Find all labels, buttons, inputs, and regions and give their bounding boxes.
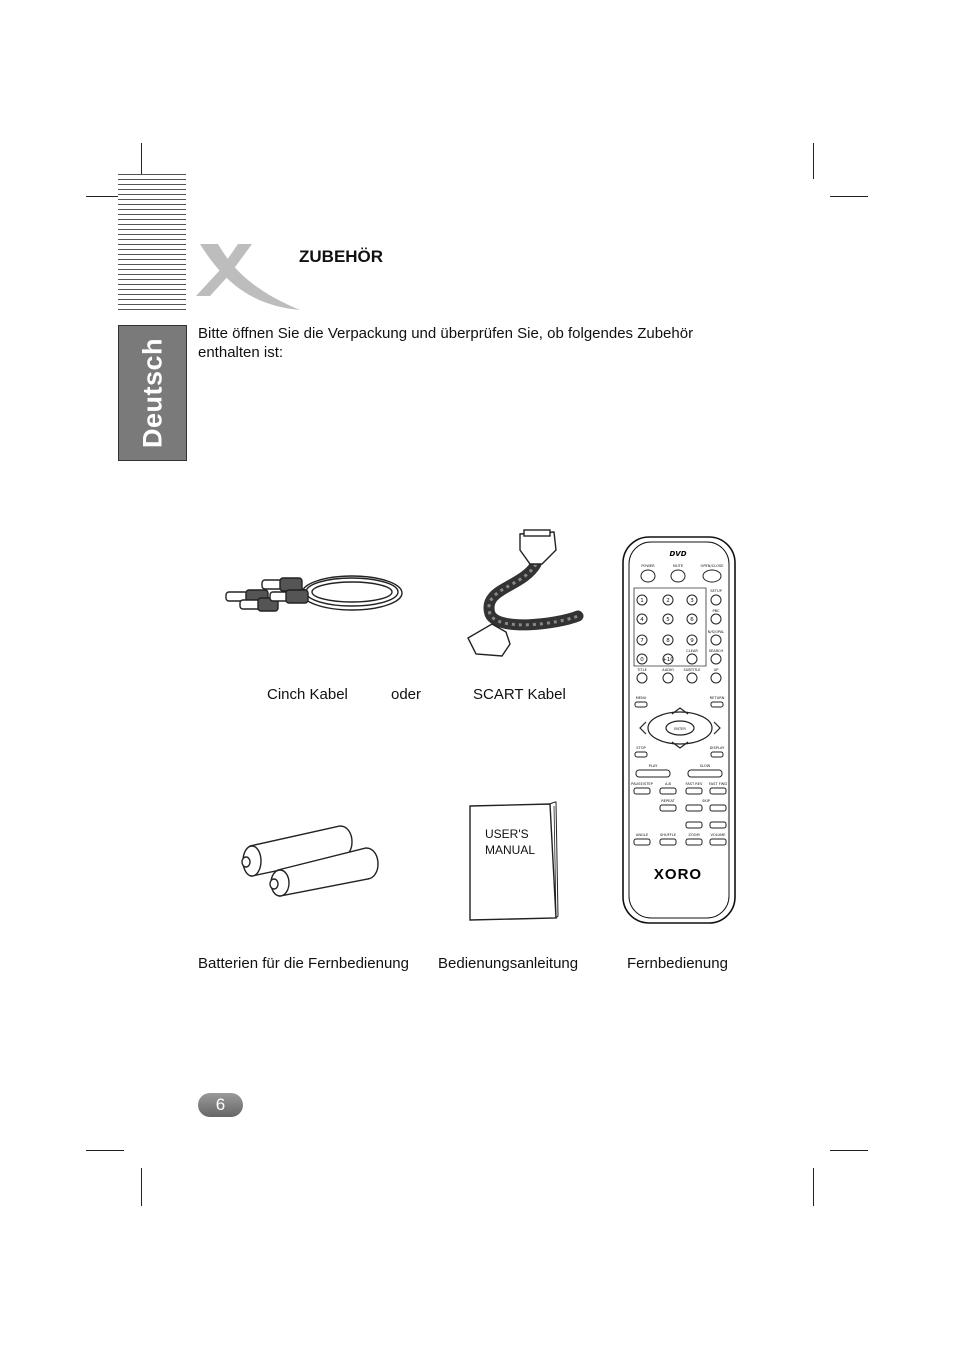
svg-text:+10: +10 — [662, 657, 674, 663]
crop-mark — [86, 1150, 124, 1151]
crop-mark — [141, 1168, 142, 1206]
svg-text:1: 1 — [640, 598, 644, 604]
svg-text:SETUP: SETUP — [710, 589, 722, 593]
svg-text:REPEAT: REPEAT — [661, 799, 675, 803]
svg-text:MENU: MENU — [635, 696, 647, 700]
svg-text:SHUFFLE: SHUFFLE — [659, 833, 677, 837]
svg-text:MUTE: MUTE — [672, 564, 684, 568]
svg-text:A-B: A-B — [664, 782, 672, 786]
page-number: 6 — [198, 1093, 243, 1117]
svg-text:4: 4 — [640, 617, 644, 623]
svg-text:VOLUME: VOLUME — [710, 833, 726, 837]
svg-text:PBC: PBC — [712, 609, 720, 613]
svg-text:2: 2 — [666, 598, 670, 604]
svg-text:PAUSE/STEP: PAUSE/STEP — [631, 782, 653, 786]
manual-caption: Bedienungsanleitung — [438, 955, 579, 972]
batteries-image — [238, 822, 382, 898]
svg-text:5: 5 — [666, 617, 670, 623]
svg-text:AUDIO: AUDIO — [662, 668, 674, 672]
svg-text:DVD: DVD — [669, 550, 687, 558]
manual-cover-line2: MANUAL — [485, 843, 536, 857]
svg-text:N/S/OPAL: N/S/OPAL — [707, 630, 725, 634]
x-logo-icon — [196, 240, 302, 312]
svg-text:0: 0 — [640, 657, 644, 663]
svg-text:6: 6 — [690, 617, 694, 623]
svg-text:SEARCH: SEARCH — [708, 649, 724, 653]
remote-control-image — [622, 536, 736, 924]
svg-text:UP: UP — [713, 668, 719, 672]
svg-text:3: 3 — [690, 598, 694, 604]
svg-text:DISPLAY: DISPLAY — [709, 746, 725, 750]
svg-text:CLEAR: CLEAR — [686, 649, 698, 653]
cinch-cable-caption: Cinch Kabel — [267, 686, 348, 703]
svg-text:STOP: STOP — [636, 746, 646, 750]
svg-text:SUBTITLE: SUBTITLE — [683, 668, 701, 672]
cinch-cable-image — [218, 566, 404, 618]
manual-cover-text — [485, 826, 535, 858]
or-caption: oder — [391, 686, 422, 703]
svg-text:OPEN/CLOSE: OPEN/CLOSE — [700, 564, 724, 568]
svg-text:ZOOM: ZOOM — [688, 833, 700, 837]
users-manual-image — [464, 798, 560, 924]
scart-cable-image — [462, 528, 592, 660]
svg-text:7: 7 — [640, 638, 644, 644]
scart-cable-caption: SCART Kabel — [473, 686, 566, 703]
svg-text:POWER: POWER — [641, 564, 655, 568]
svg-text:ENTER: ENTER — [674, 727, 686, 731]
crop-mark — [813, 1168, 814, 1206]
svg-text:RETURN: RETURN — [709, 696, 725, 700]
svg-text:9: 9 — [690, 638, 694, 644]
svg-text:SLOW: SLOW — [699, 764, 711, 768]
svg-text:FAST FWD: FAST FWD — [708, 782, 728, 786]
svg-text:ANGLE: ANGLE — [635, 833, 649, 837]
intro-text: Bitte öffnen Sie die Verpackung und überprüfen Sie, ob folgendes Zubehör enthalten ist: — [198, 325, 694, 361]
page-heading: ZUBEHÖR — [299, 247, 384, 266]
svg-text:SKIP: SKIP — [702, 799, 710, 803]
svg-text:TITLE: TITLE — [637, 668, 647, 672]
manual-cover-line1: USER'S — [485, 827, 529, 841]
svg-text:FAST REV: FAST REV — [685, 782, 703, 786]
svg-text:PLAY: PLAY — [648, 764, 658, 768]
remote-caption: Fernbedienung — [627, 955, 728, 972]
batteries-caption: Batterien für die Fernbedienung — [198, 955, 409, 972]
language-tab-label: Deutsch — [137, 337, 167, 449]
language-tab — [118, 325, 187, 461]
svg-text:XORO: XORO — [653, 866, 703, 883]
crop-mark — [830, 1150, 868, 1151]
crop-mark — [813, 143, 814, 179]
svg-text:8: 8 — [666, 638, 670, 644]
crop-mark — [830, 196, 868, 197]
decorative-stripes — [118, 174, 186, 312]
